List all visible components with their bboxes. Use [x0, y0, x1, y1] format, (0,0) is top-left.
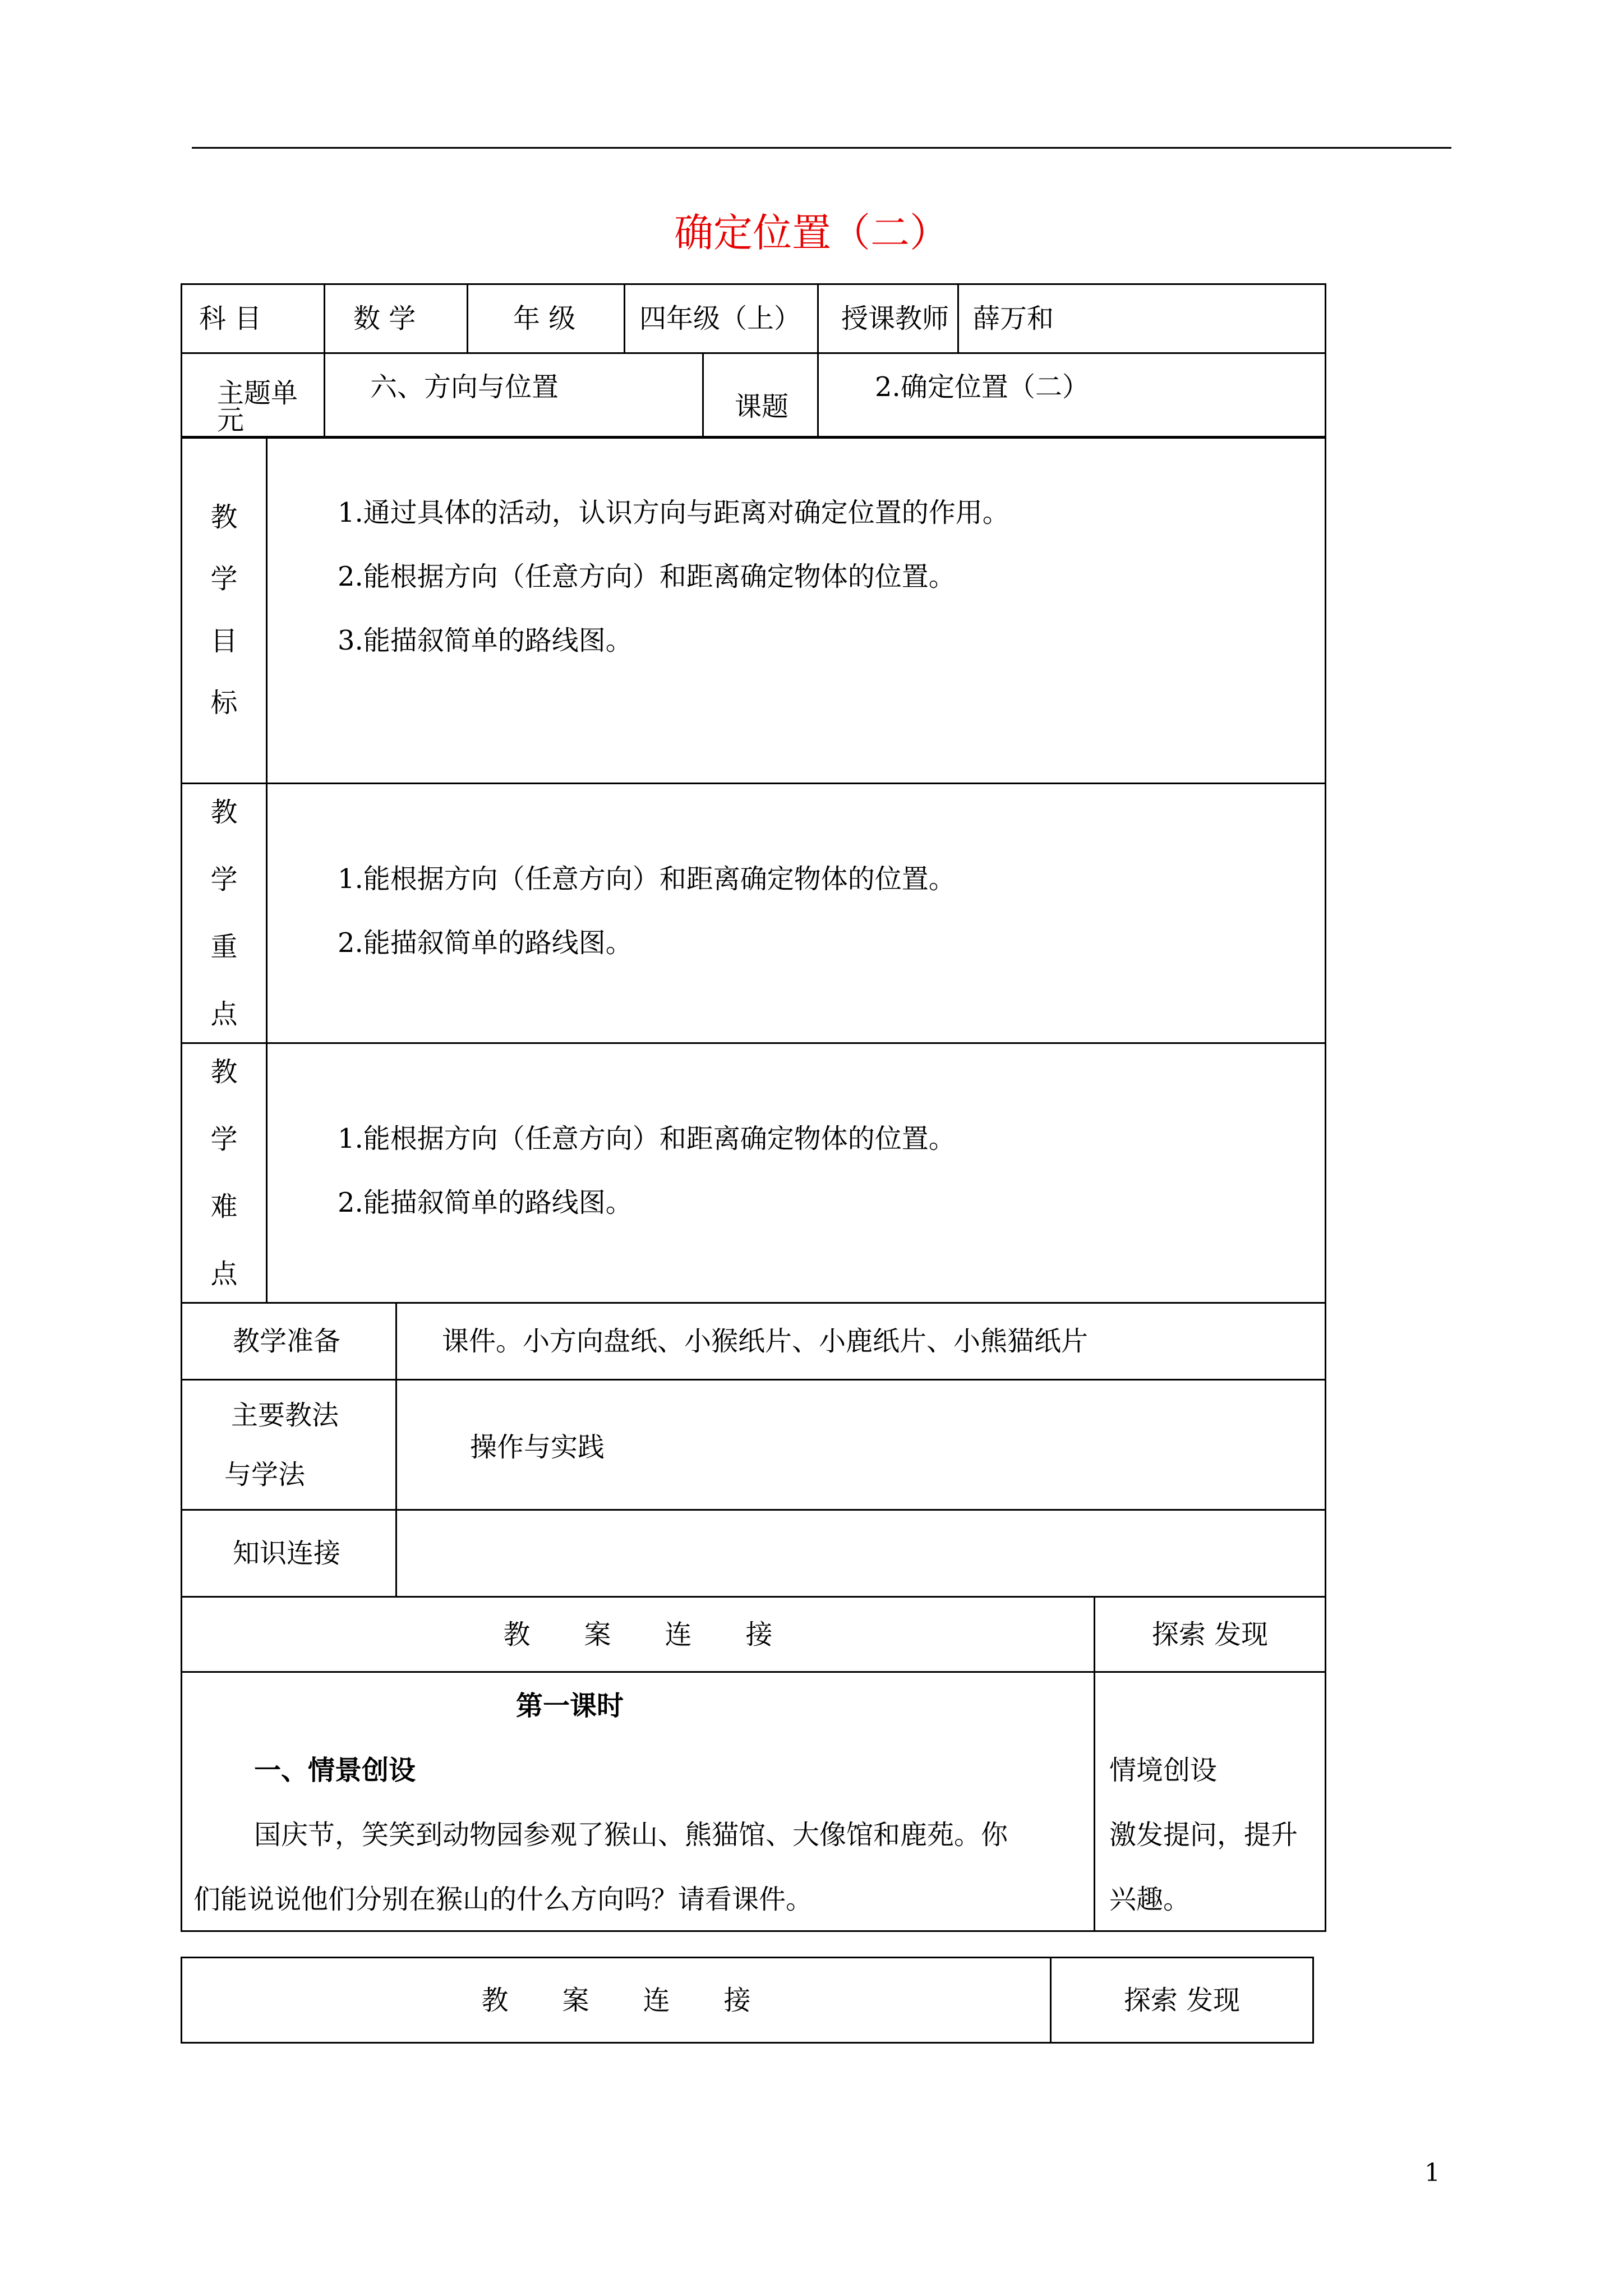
topic-value: 2.确定位置（二） — [875, 371, 1089, 403]
side-note: 兴趣。 — [1109, 1884, 1191, 1915]
preparation-value: 课件。小方向盘纸、小猴纸片、小鹿纸片、小熊猫纸片 — [442, 1326, 1089, 1357]
preparation-label-cell — [182, 1303, 396, 1380]
objective-item: 1.通过具体的活动，认识方向与距离对确定位置的作用。 — [338, 496, 1009, 528]
side-note: 激发提问，提升 — [1109, 1819, 1298, 1851]
unit-value-cell — [325, 353, 703, 438]
unit-label-cell — [182, 353, 325, 438]
teacher-label-cell — [818, 284, 958, 353]
objectives-label-cell — [182, 437, 267, 784]
methods-value: 操作与实践 — [470, 1432, 605, 1463]
page-number: 1 — [1424, 2159, 1440, 2187]
continuation-header-side-cell — [1051, 1958, 1313, 2043]
objective-item: 2.能根据方向（任意方向）和距离确定物体的位置。 — [338, 560, 956, 592]
info-table — [181, 283, 1326, 439]
plan-header-side-cell — [1095, 1597, 1326, 1672]
unit-value: 六、方向与位置 — [370, 371, 559, 403]
scenario-paragraph-line2: 们能说说他们分别在猴山的什么方向吗？请看课件。 — [193, 1884, 813, 1915]
grade-label: 年 级 — [513, 303, 576, 334]
methods-label-cell — [182, 1380, 396, 1510]
objectives-list — [267, 437, 1326, 784]
grade-value: 四年级（上） — [639, 303, 801, 334]
key-points-label-cell — [182, 784, 267, 1043]
continuation-header-main: 教 案 连 接 — [481, 1984, 751, 2016]
difficulty-item: 2.能描叙简单的路线图。 — [338, 1187, 633, 1218]
teacher-label: 授课教师 — [841, 303, 949, 334]
topic-value-cell — [818, 353, 1326, 438]
methods-label-line1: 主要教法 — [231, 1399, 339, 1431]
plan-header-main: 教 案 连 接 — [503, 1618, 773, 1650]
difficulties-label-1: 教 — [210, 1056, 238, 1088]
plan-header-main-cell — [182, 1597, 1095, 1672]
preparation-label: 教学准备 — [233, 1326, 341, 1357]
objectives-label-1: 教 — [210, 501, 238, 533]
methods-label-line2: 与学法 — [224, 1458, 306, 1490]
grade-value-cell — [625, 284, 818, 353]
plan-table — [181, 1596, 1326, 1932]
objectives-label-3: 目 — [210, 625, 238, 657]
objective-item: 3.能描叙简单的路线图。 — [338, 624, 633, 656]
plan-header-side: 探索 发现 — [1151, 1618, 1269, 1650]
scenario-paragraph-line1: 国庆节，笑笑到动物园参观了猴山、熊猫馆、大像馆和鹿苑。你 — [254, 1819, 1008, 1851]
difficulties-list — [267, 1043, 1326, 1303]
header-rule — [192, 147, 1451, 149]
key-points-list — [267, 784, 1326, 1043]
difficulties-label-4: 点 — [210, 1258, 238, 1290]
teacher-value-cell — [958, 284, 1326, 353]
side-note: 情境创设 — [1109, 1755, 1218, 1786]
difficulties-label-3: 难 — [210, 1191, 238, 1222]
grade-label-cell — [468, 284, 625, 353]
methods-value-cell — [396, 1380, 1326, 1510]
knowledge-label: 知识连接 — [233, 1538, 341, 1569]
document-title: 确定位置（二） — [674, 210, 949, 256]
key-points-label-1: 教 — [210, 797, 238, 828]
preparation-value-cell — [396, 1303, 1326, 1380]
continuation-table — [181, 1957, 1314, 2044]
teacher-value: 薛万和 — [973, 303, 1054, 334]
key-points-label-2: 学 — [210, 864, 238, 895]
key-points-label-4: 点 — [210, 999, 238, 1030]
unit-label: 主题单元 — [217, 378, 298, 436]
goals-table — [181, 436, 1326, 1304]
objectives-label-4: 标 — [210, 687, 238, 719]
key-point-item: 2.能描叙简单的路线图。 — [338, 927, 633, 959]
key-point-item: 1.能根据方向（任意方向）和距离确定物体的位置。 — [338, 863, 956, 895]
key-points-label-3: 重 — [210, 931, 238, 963]
objectives-label-2: 学 — [210, 563, 238, 595]
knowledge-value-cell — [396, 1510, 1326, 1597]
difficulty-item: 1.能根据方向（任意方向）和距离确定物体的位置。 — [338, 1123, 956, 1154]
plan-side-cell — [1095, 1672, 1326, 1931]
subject-value: 数 学 — [353, 303, 416, 334]
subject-label-cell — [182, 284, 325, 353]
subject-value-cell — [325, 284, 468, 353]
topic-label-cell — [703, 353, 818, 438]
subject-label: 科 目 — [199, 303, 262, 334]
knowledge-label-cell — [182, 1510, 396, 1597]
section-title: 一、情景创设 — [254, 1755, 416, 1786]
resources-table — [181, 1302, 1326, 1598]
topic-label: 课题 — [735, 391, 789, 422]
continuation-header-main-cell — [182, 1958, 1051, 2043]
difficulties-label-cell — [182, 1043, 267, 1303]
plan-body-cell — [182, 1672, 1095, 1931]
continuation-header-side: 探索 发现 — [1123, 1984, 1241, 2016]
lesson-title: 第一课时 — [516, 1690, 624, 1722]
difficulties-label-2: 学 — [210, 1124, 238, 1155]
